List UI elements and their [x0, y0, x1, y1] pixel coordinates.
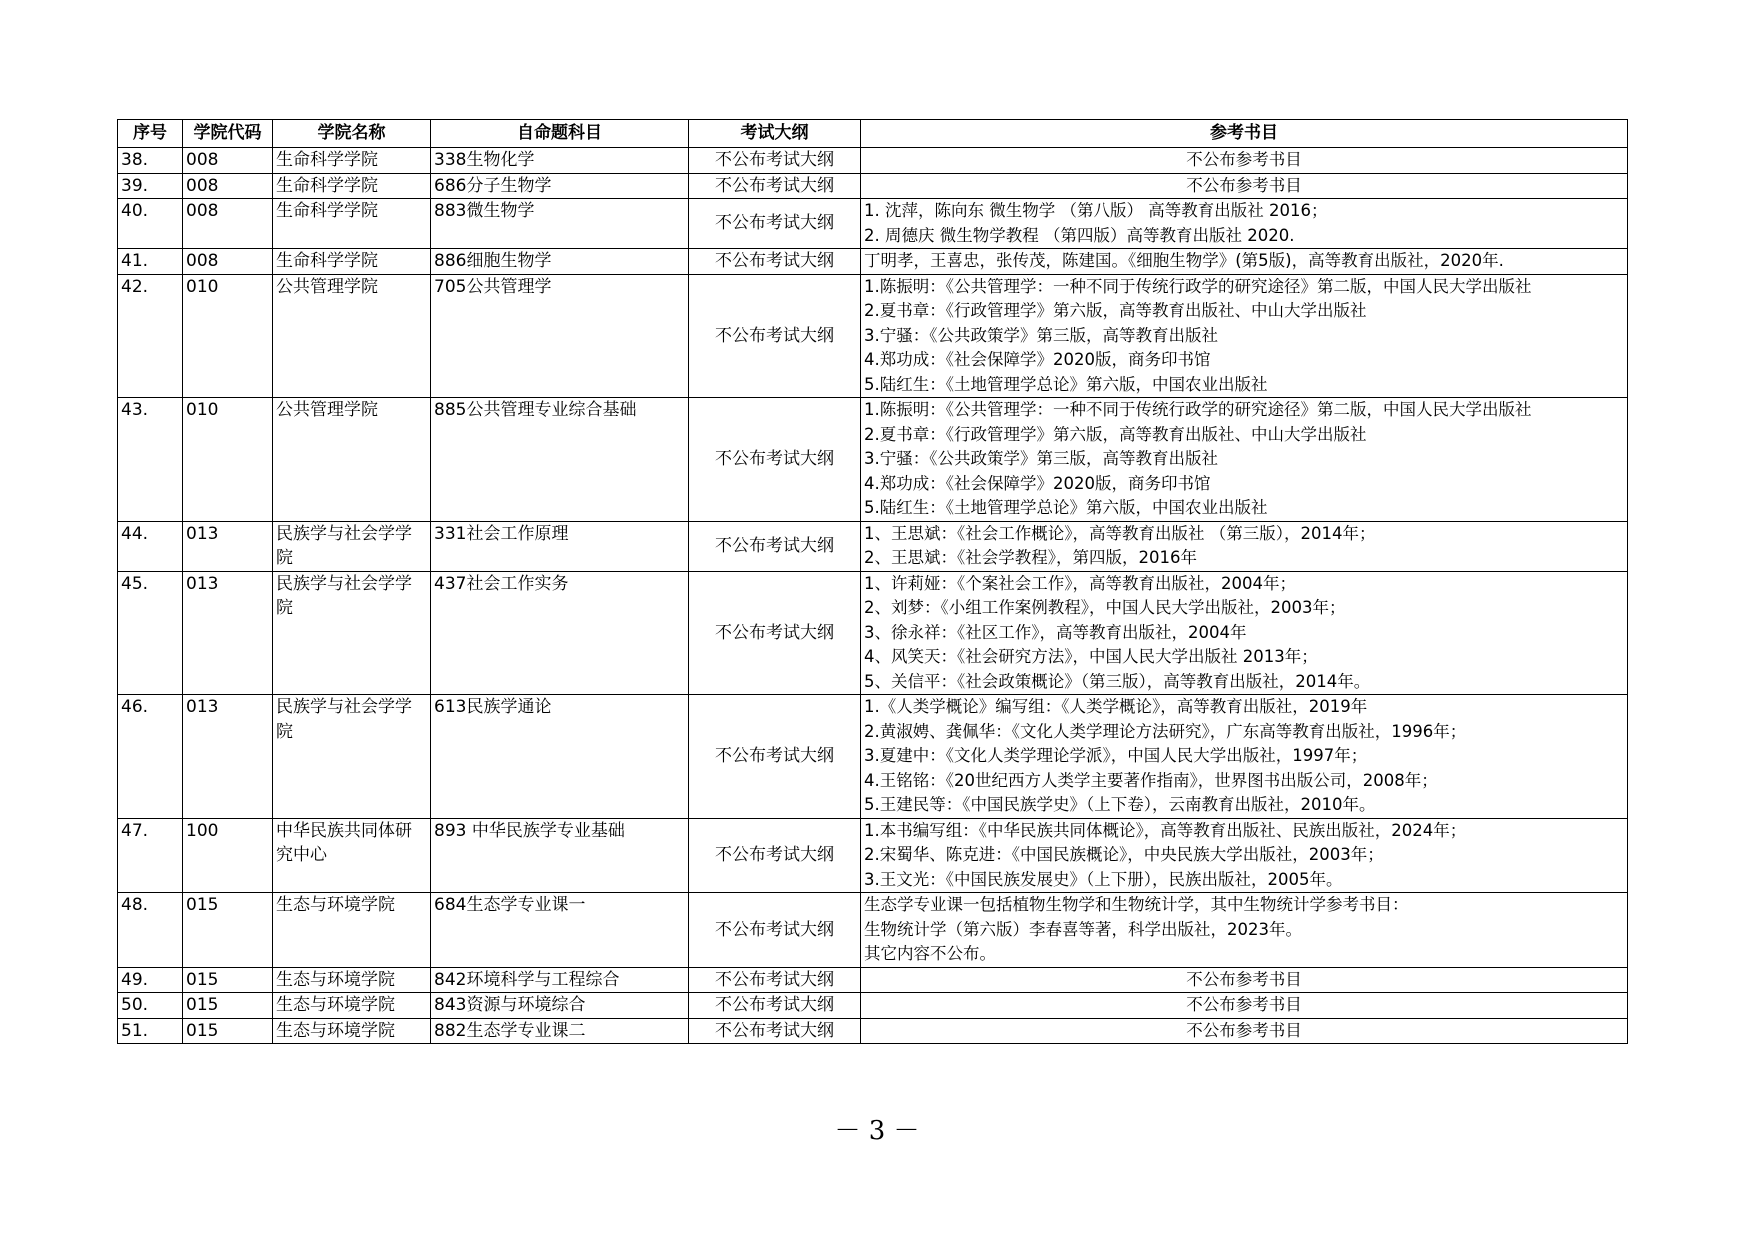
reference-books-cell: [861, 818, 1628, 893]
reference-book-line: 1、许莉娅：《个案社会工作》，高等教育出版社，2004年；: [864, 573, 1296, 593]
subject-cell: 338生物化学: [431, 148, 689, 174]
subject-cell: 437社会工作实务: [431, 571, 689, 695]
table-row: [118, 571, 1628, 695]
syllabus-cell: 不公布考试大纲: [689, 818, 861, 893]
college-code-cell: 008: [183, 249, 273, 275]
reference-book-line: 其它内容不公布。: [864, 944, 996, 963]
subject-cell: 886细胞生物学: [431, 249, 689, 275]
row-number-cell: 47.: [118, 818, 183, 893]
subject-cell: 686分子生物学: [431, 173, 689, 199]
table-row: [118, 1018, 1628, 1044]
syllabus-cell: 不公布考试大纲: [689, 1018, 861, 1044]
reference-book-line: 5.王建民等：《中国民族学史》（上下卷），云南教育出版社，2010年。: [864, 795, 1376, 814]
reference-books-cell: [861, 967, 1628, 993]
reference-book-line: 3.夏建中：《文化人类学理论学派》，中国人民大学出版社，1997年；: [864, 746, 1368, 765]
reference-book-line: 3.宁骚：《公共政策学》第三版，高等教育出版社: [864, 325, 1218, 345]
row-number-cell: 46.: [118, 695, 183, 819]
subject-cell: 842环境科学与工程综合: [431, 967, 689, 993]
college-code-cell: 013: [183, 571, 273, 695]
college-code-cell: 015: [183, 967, 273, 993]
reference-books-cell: [861, 1018, 1628, 1044]
row-number-cell: 45.: [118, 571, 183, 695]
reference-books-cell: [861, 173, 1628, 199]
row-number-cell: 42.: [118, 274, 183, 398]
header-cell: 学院名称: [273, 120, 431, 148]
college-code-cell: 008: [183, 199, 273, 249]
header-cell: 参考书目: [861, 120, 1628, 148]
reference-book-line: 不公布参考书目: [1186, 1020, 1302, 1040]
syllabus-cell: 不公布考试大纲: [689, 571, 861, 695]
row-number-cell: 51.: [118, 1018, 183, 1044]
reference-book-line: 不公布参考书目: [1186, 969, 1302, 989]
syllabus-cell: 不公布考试大纲: [689, 173, 861, 199]
table-row: [118, 173, 1628, 199]
reference-books-cell: [861, 893, 1628, 968]
table-row: [118, 398, 1628, 522]
table-row: [118, 199, 1628, 249]
reference-books-cell: [861, 148, 1628, 174]
reference-book-line: 2、王思斌：《社会学教程》，第四版，2016年: [864, 548, 1197, 567]
college-code-cell: 013: [183, 695, 273, 819]
reference-book-line: 不公布参考书目: [1186, 175, 1302, 195]
table-row: [118, 249, 1628, 275]
reference-book-line: 生物统计学（第六版）李春喜等著，科学出版社，2023年。: [864, 919, 1302, 939]
row-number-cell: 40.: [118, 199, 183, 249]
syllabus-cell: 不公布考试大纲: [689, 199, 861, 249]
college-name-cell: 中华民族共同体研究中心: [273, 818, 431, 893]
syllabus-cell: 不公布考试大纲: [689, 993, 861, 1019]
header-cell: 考试大纲: [689, 120, 861, 148]
reference-book-line: 1.陈振明：《公共管理学：一种不同于传统行政学的研究途径》第二版，中国人民大学出版社: [864, 276, 1532, 296]
college-code-cell: 008: [183, 173, 273, 199]
subject-cell: 705公共管理学: [431, 274, 689, 398]
table-header-row: [118, 120, 1628, 148]
syllabus-cell: 不公布考试大纲: [689, 249, 861, 275]
table-row: [118, 521, 1628, 571]
reference-book-line: 2、刘梦：《小组工作案例教程》，中国人民大学出版社，2003年；: [864, 598, 1346, 617]
syllabus-cell: 不公布考试大纲: [689, 695, 861, 819]
reference-book-line: 1. 沈萍，陈向东 微生物学 （第八版） 高等教育出版社 2016；: [864, 201, 1328, 220]
subject-cell: 882生态学专业课二: [431, 1018, 689, 1044]
syllabus-cell: 不公布考试大纲: [689, 148, 861, 174]
college-name-cell: 民族学与社会学学院: [273, 695, 431, 819]
college-name-cell: 公共管理学院: [273, 398, 431, 522]
row-number-cell: 44.: [118, 521, 183, 571]
reference-book-line: 丁明孝，王喜忠，张传茂，陈建国。《细胞生物学》(第5版)，高等教育出版社，2020年.: [864, 251, 1504, 270]
page-number: － 3 －: [834, 1116, 920, 1146]
college-name-cell: 生态与环境学院: [273, 893, 431, 968]
college-code-cell: 015: [183, 893, 273, 968]
reference-books-cell: [861, 571, 1628, 695]
subject-cell: 893 中华民族学专业基础: [431, 818, 689, 893]
reference-book-line: 2.夏书章：《行政管理学》第六版，高等教育出版社、中山大学出版社: [864, 301, 1367, 320]
reference-table: [117, 119, 1628, 1044]
reference-book-line: 5、关信平：《社会政策概论》（第三版），高等教育出版社，2014年。: [864, 671, 1371, 691]
table-row: [118, 993, 1628, 1019]
subject-cell: 613民族学通论: [431, 695, 689, 819]
reference-books-cell: [861, 398, 1628, 522]
reference-book-line: 不公布参考书目: [1186, 995, 1302, 1014]
college-name-cell: 生命科学学院: [273, 249, 431, 275]
subject-cell: 883微生物学: [431, 199, 689, 249]
reference-book-line: 5.陆红生：《土地管理学总论》第六版，中国农业出版社: [864, 498, 1268, 517]
reference-books-cell: [861, 274, 1628, 398]
subject-cell: 331社会工作原理: [431, 521, 689, 571]
reference-books-cell: [861, 993, 1628, 1019]
reference-book-line: 2.黄淑娉、龚佩华：《文化人类学理论方法研究》，广东高等教育出版社，1996年；: [864, 721, 1467, 741]
reference-book-line: 2.夏书章：《行政管理学》第六版，高等教育出版社、中山大学出版社: [864, 424, 1367, 444]
reference-book-line: 5.陆红生：《土地管理学总论》第六版，中国农业出版社: [864, 374, 1268, 394]
table-row: [118, 893, 1628, 968]
reference-book-line: 2. 周德庆 微生物学教程 （第四版）高等教育出版社 2020.: [864, 225, 1295, 245]
table-row: [118, 818, 1628, 893]
reference-books-cell: [861, 199, 1628, 249]
table-row: [118, 148, 1628, 174]
college-name-cell: 生命科学学院: [273, 173, 431, 199]
college-code-cell: 015: [183, 1018, 273, 1044]
syllabus-cell: 不公布考试大纲: [689, 398, 861, 522]
reference-book-line: 4.郑功成：《社会保障学》2020版，商务印书馆: [864, 473, 1211, 493]
college-name-cell: 生态与环境学院: [273, 967, 431, 993]
reference-book-line: 3.宁骚：《公共政策学》第三版，高等教育出版社: [864, 449, 1218, 468]
reference-books-cell: [861, 249, 1628, 275]
reference-book-line: 2.宋蜀华、陈克进：《中国民族概论》，中央民族大学出版社，2003年；: [864, 845, 1384, 864]
subject-cell: 885公共管理专业综合基础: [431, 398, 689, 522]
reference-book-line: 1.《人类学概论》编写组：《人类学概论》，高等教育出版社，2019年: [864, 697, 1368, 716]
reference-book-line: 1.本书编写组：《中华民族共同体概论》，高等教育出版社、民族出版社，2024年；: [864, 820, 1467, 840]
college-name-cell: 民族学与社会学学院: [273, 521, 431, 571]
college-code-cell: 013: [183, 521, 273, 571]
college-name-cell: 生态与环境学院: [273, 1018, 431, 1044]
row-number-cell: 38.: [118, 148, 183, 174]
syllabus-cell: 不公布考试大纲: [689, 967, 861, 993]
reference-book-line: 3.王文光：《中国民族发展史》（上下册），民族出版社，2005年。: [864, 869, 1343, 889]
reference-book-line: 1.陈振明：《公共管理学：一种不同于传统行政学的研究途径》第二版，中国人民大学出版社: [864, 400, 1532, 419]
subject-cell: 684生态学专业课一: [431, 893, 689, 968]
table-row: [118, 695, 1628, 819]
college-name-cell: 生命科学学院: [273, 199, 431, 249]
college-name-cell: 生命科学学院: [273, 148, 431, 174]
college-code-cell: 015: [183, 993, 273, 1019]
reference-books-cell: [861, 695, 1628, 819]
header-cell: 学院代码: [183, 120, 273, 148]
reference-books-cell: [861, 521, 1628, 571]
reference-book-line: 生态学专业课一包括植物生物学和生物统计学，其中生物统计学参考书目：: [864, 895, 1409, 914]
reference-book-line: 3、徐永祥：《社区工作》，高等教育出版社，2004年: [864, 622, 1247, 642]
reference-book-line: 不公布参考书目: [1186, 150, 1302, 169]
college-code-cell: 100: [183, 818, 273, 893]
syllabus-cell: 不公布考试大纲: [689, 521, 861, 571]
college-code-cell: 010: [183, 398, 273, 522]
syllabus-cell: 不公布考试大纲: [689, 274, 861, 398]
college-name-cell: 生态与环境学院: [273, 993, 431, 1019]
row-number-cell: 49.: [118, 967, 183, 993]
table-row: [118, 967, 1628, 993]
syllabus-cell: 不公布考试大纲: [689, 893, 861, 968]
college-code-cell: 008: [183, 148, 273, 174]
header-cell: 自命题科目: [431, 120, 689, 148]
reference-book-line: 1、王思斌：《社会工作概论》，高等教育出版社 （第三版），2014年；: [864, 523, 1376, 543]
college-name-cell: 民族学与社会学学院: [273, 571, 431, 695]
table-row: [118, 274, 1628, 398]
row-number-cell: 41.: [118, 249, 183, 275]
subject-cell: 843资源与环境综合: [431, 993, 689, 1019]
row-number-cell: 50.: [118, 993, 183, 1019]
college-name-cell: 公共管理学院: [273, 274, 431, 398]
reference-book-line: 4.郑功成：《社会保障学》2020版，商务印书馆: [864, 350, 1211, 369]
header-cell: 序号: [118, 120, 183, 148]
row-number-cell: 48.: [118, 893, 183, 968]
table-body: [118, 148, 1628, 1044]
row-number-cell: 39.: [118, 173, 183, 199]
reference-book-line: 4、风笑天：《社会研究方法》，中国人民大学出版社 2013年；: [864, 647, 1318, 666]
college-code-cell: 010: [183, 274, 273, 398]
row-number-cell: 43.: [118, 398, 183, 522]
reference-book-line: 4.王铭铭：《20世纪西方人类学主要著作指南》，世界图书出版公司，2008年；: [864, 770, 1438, 790]
